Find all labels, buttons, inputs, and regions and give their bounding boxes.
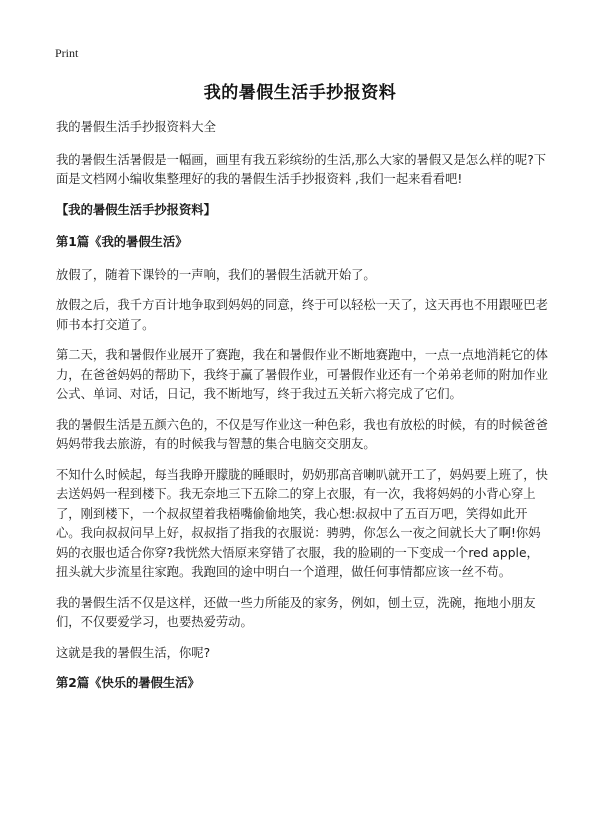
section-heading: 【我的暑假生活手抄报资料】 <box>56 202 216 217</box>
paragraph: 这就是我的暑假生活，你呢? <box>56 645 211 660</box>
paragraph: 不知什么时候起，每当我睁开朦胧的睡眼时，奶奶那高音喇叭就开工了，妈妈要上班了，快去送妈妈一程到楼下。我无奈地三下五除二的穿上衣服，有一次，我将妈妈的小背心穿上了，刚到楼下，一个叔叔望着我梧嘴偷偷地笑，我心想:叔叔中了五百万吧，笑得如此开心。我向叔叔问早上好，叔叔指了指我的衣服说：骋骋，你怎么一夜之间就长大了啊!你妈妈的衣服也适合你穿?我恍然大悟原来穿错了衣服，我的脸刷的一下变成一个red apple，扭头就大步流星往家跑。我跑回的途中明白一个道理，做任何事情都应该一丝不苟。 <box>56 467 548 579</box>
print-link[interactable]: Print <box>55 46 79 60</box>
article-1-heading: 第1篇《我的暑假生活》 <box>56 235 188 249</box>
paragraph: 我的暑假生活不仅是这样，还做一些力所能及的家务，例如，刨土豆，洗碗，拖地小朋友们，不仅要爱学习，也要热爱劳动。 <box>56 595 536 629</box>
subtitle: 我的暑假生活手抄报资料大全 <box>56 120 216 134</box>
paragraph: 放假之后，我千方百计地争取到妈妈的同意，终于可以轻松一天了，这天再也不用跟哑巴老师书本打交道了。 <box>56 298 548 332</box>
paragraph: 放假了，随着下课铃的一声响，我们的暑假生活就开始了。 <box>56 267 376 282</box>
page-title: 我的暑假生活手抄报资料 <box>203 83 397 103</box>
document-content <box>56 118 550 707</box>
intro-paragraph: 我的暑假生活暑假是一幅画，画里有我五彩缤纷的生活,那么大家的暑假又是怎么样的呢?下面是文档网小编收集整理好的我的暑假生活手抄报资料 ,我们一起来看看吧! <box>56 152 547 186</box>
paragraph: 第二天，我和暑假作业展开了赛跑，我在和暑假作业不断地赛跑中，一点一点地消耗它的体力，在爸爸妈妈的帮助下，我终于赢了暑假作业，可暑假作业还有一个弟弟老师的附加作业公式、单词、对话，日记，我不断地写，终于我过五关斩六将完成了它们。 <box>56 348 548 401</box>
article-2-heading: 第2篇《快乐的暑假生活》 <box>56 676 200 690</box>
paragraph: 我的暑假生活是五颜六色的，不仅是写作业这一种色彩，我也有放松的时候，有的时候爸爸妈妈带我去旅游，有的时候我与智慧的集合电脑交交朋友。 <box>56 417 548 451</box>
